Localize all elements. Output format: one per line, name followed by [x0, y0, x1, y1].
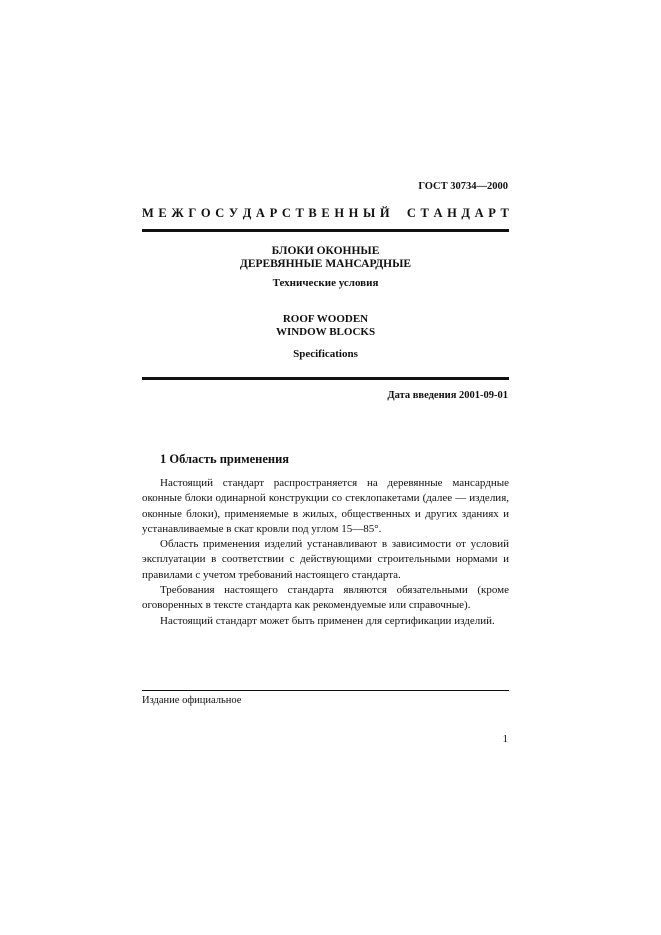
standard-type-letter: Н: [348, 206, 359, 220]
official-edition-note: Издание официальное: [142, 695, 242, 706]
standard-type-letter: Ы: [363, 206, 376, 220]
standard-type-letter: Р: [488, 206, 496, 220]
footer-rule: [142, 690, 509, 691]
title-ru-line1: БЛОКИ ОКОННЫЕ: [271, 245, 380, 257]
standard-type-letter: А: [255, 206, 265, 220]
standard-type-letter: С: [215, 206, 225, 220]
intro-date: Дата введения 2001-09-01: [387, 390, 508, 401]
standard-type-letter: Н: [334, 206, 345, 220]
standard-type-letter: В: [308, 206, 317, 220]
page-number: 1: [502, 733, 508, 745]
standard-type-letter: Й: [379, 206, 390, 220]
standard-type-letter: Г: [188, 206, 197, 220]
standard-type-letter: С: [406, 206, 416, 220]
paragraph: Настоящий стандарт может быть применен для сертификации изделий.: [160, 614, 495, 627]
standard-type-letter: А: [433, 206, 443, 220]
title-ru-line2: ДЕРЕВЯННЫЕ МАНСАРДНЫЕ: [239, 258, 412, 270]
title-en: [142, 313, 509, 339]
subtitle-ru: Технические условия: [272, 277, 379, 289]
standard-type-letter: А: [474, 206, 484, 220]
standard-type-heading: [142, 206, 509, 221]
standard-type-letter: Д: [242, 206, 252, 220]
standard-type-letter: Ж: [171, 206, 184, 220]
title-en-line2: WINDOW BLOCKS: [275, 326, 376, 338]
standard-type-letter: Т: [420, 206, 429, 220]
standard-type-letter: У: [228, 206, 239, 220]
standard-type-letter: О: [200, 206, 211, 220]
document-code: ГОСТ 30734—2000: [418, 181, 508, 192]
title-ru: [142, 245, 509, 271]
standard-type-letter: Д: [461, 206, 471, 220]
standard-type-letter: С: [281, 206, 291, 220]
title-rule: [142, 377, 509, 380]
section-heading: 1 Область применения: [160, 452, 290, 466]
paragraph: Настоящий стандарт распространяется на деревянные мансардные оконные блоки одинарной конструкции со стеклопакетами (далее — изделия, оконные блоки), применяемые в жилых, общественных и других зданиях и устанавливаемые в скат кровли под углом 15—85°.: [142, 477, 509, 535]
standard-type-letter: Е: [321, 206, 330, 220]
standard-type-letter: [394, 206, 402, 221]
standard-type-letter: Е: [158, 206, 167, 220]
paragraph: Область применения изделий устанавливают в зависимости от условий эксплуатации в соответствии с действующими строительными нормами и правилами с учетом требований настоящего стандарта.: [142, 538, 509, 581]
header-rule: [142, 229, 509, 232]
standard-type-letter: Н: [447, 206, 457, 220]
title-en-line1: ROOF WOODEN: [282, 313, 369, 325]
standard-type-letter: Р: [269, 206, 278, 220]
standard-type-letter: Т: [500, 206, 509, 220]
standard-type-letter: М: [142, 206, 154, 220]
paragraph: Требования настоящего стандарта являются обязательными (кроме оговоренных в тексте стандарта как рекомендуемые или справочные).: [142, 584, 509, 612]
subtitle-en: Specifications: [293, 348, 358, 360]
section-body: [142, 476, 509, 629]
standard-type-letter: Т: [295, 206, 304, 220]
